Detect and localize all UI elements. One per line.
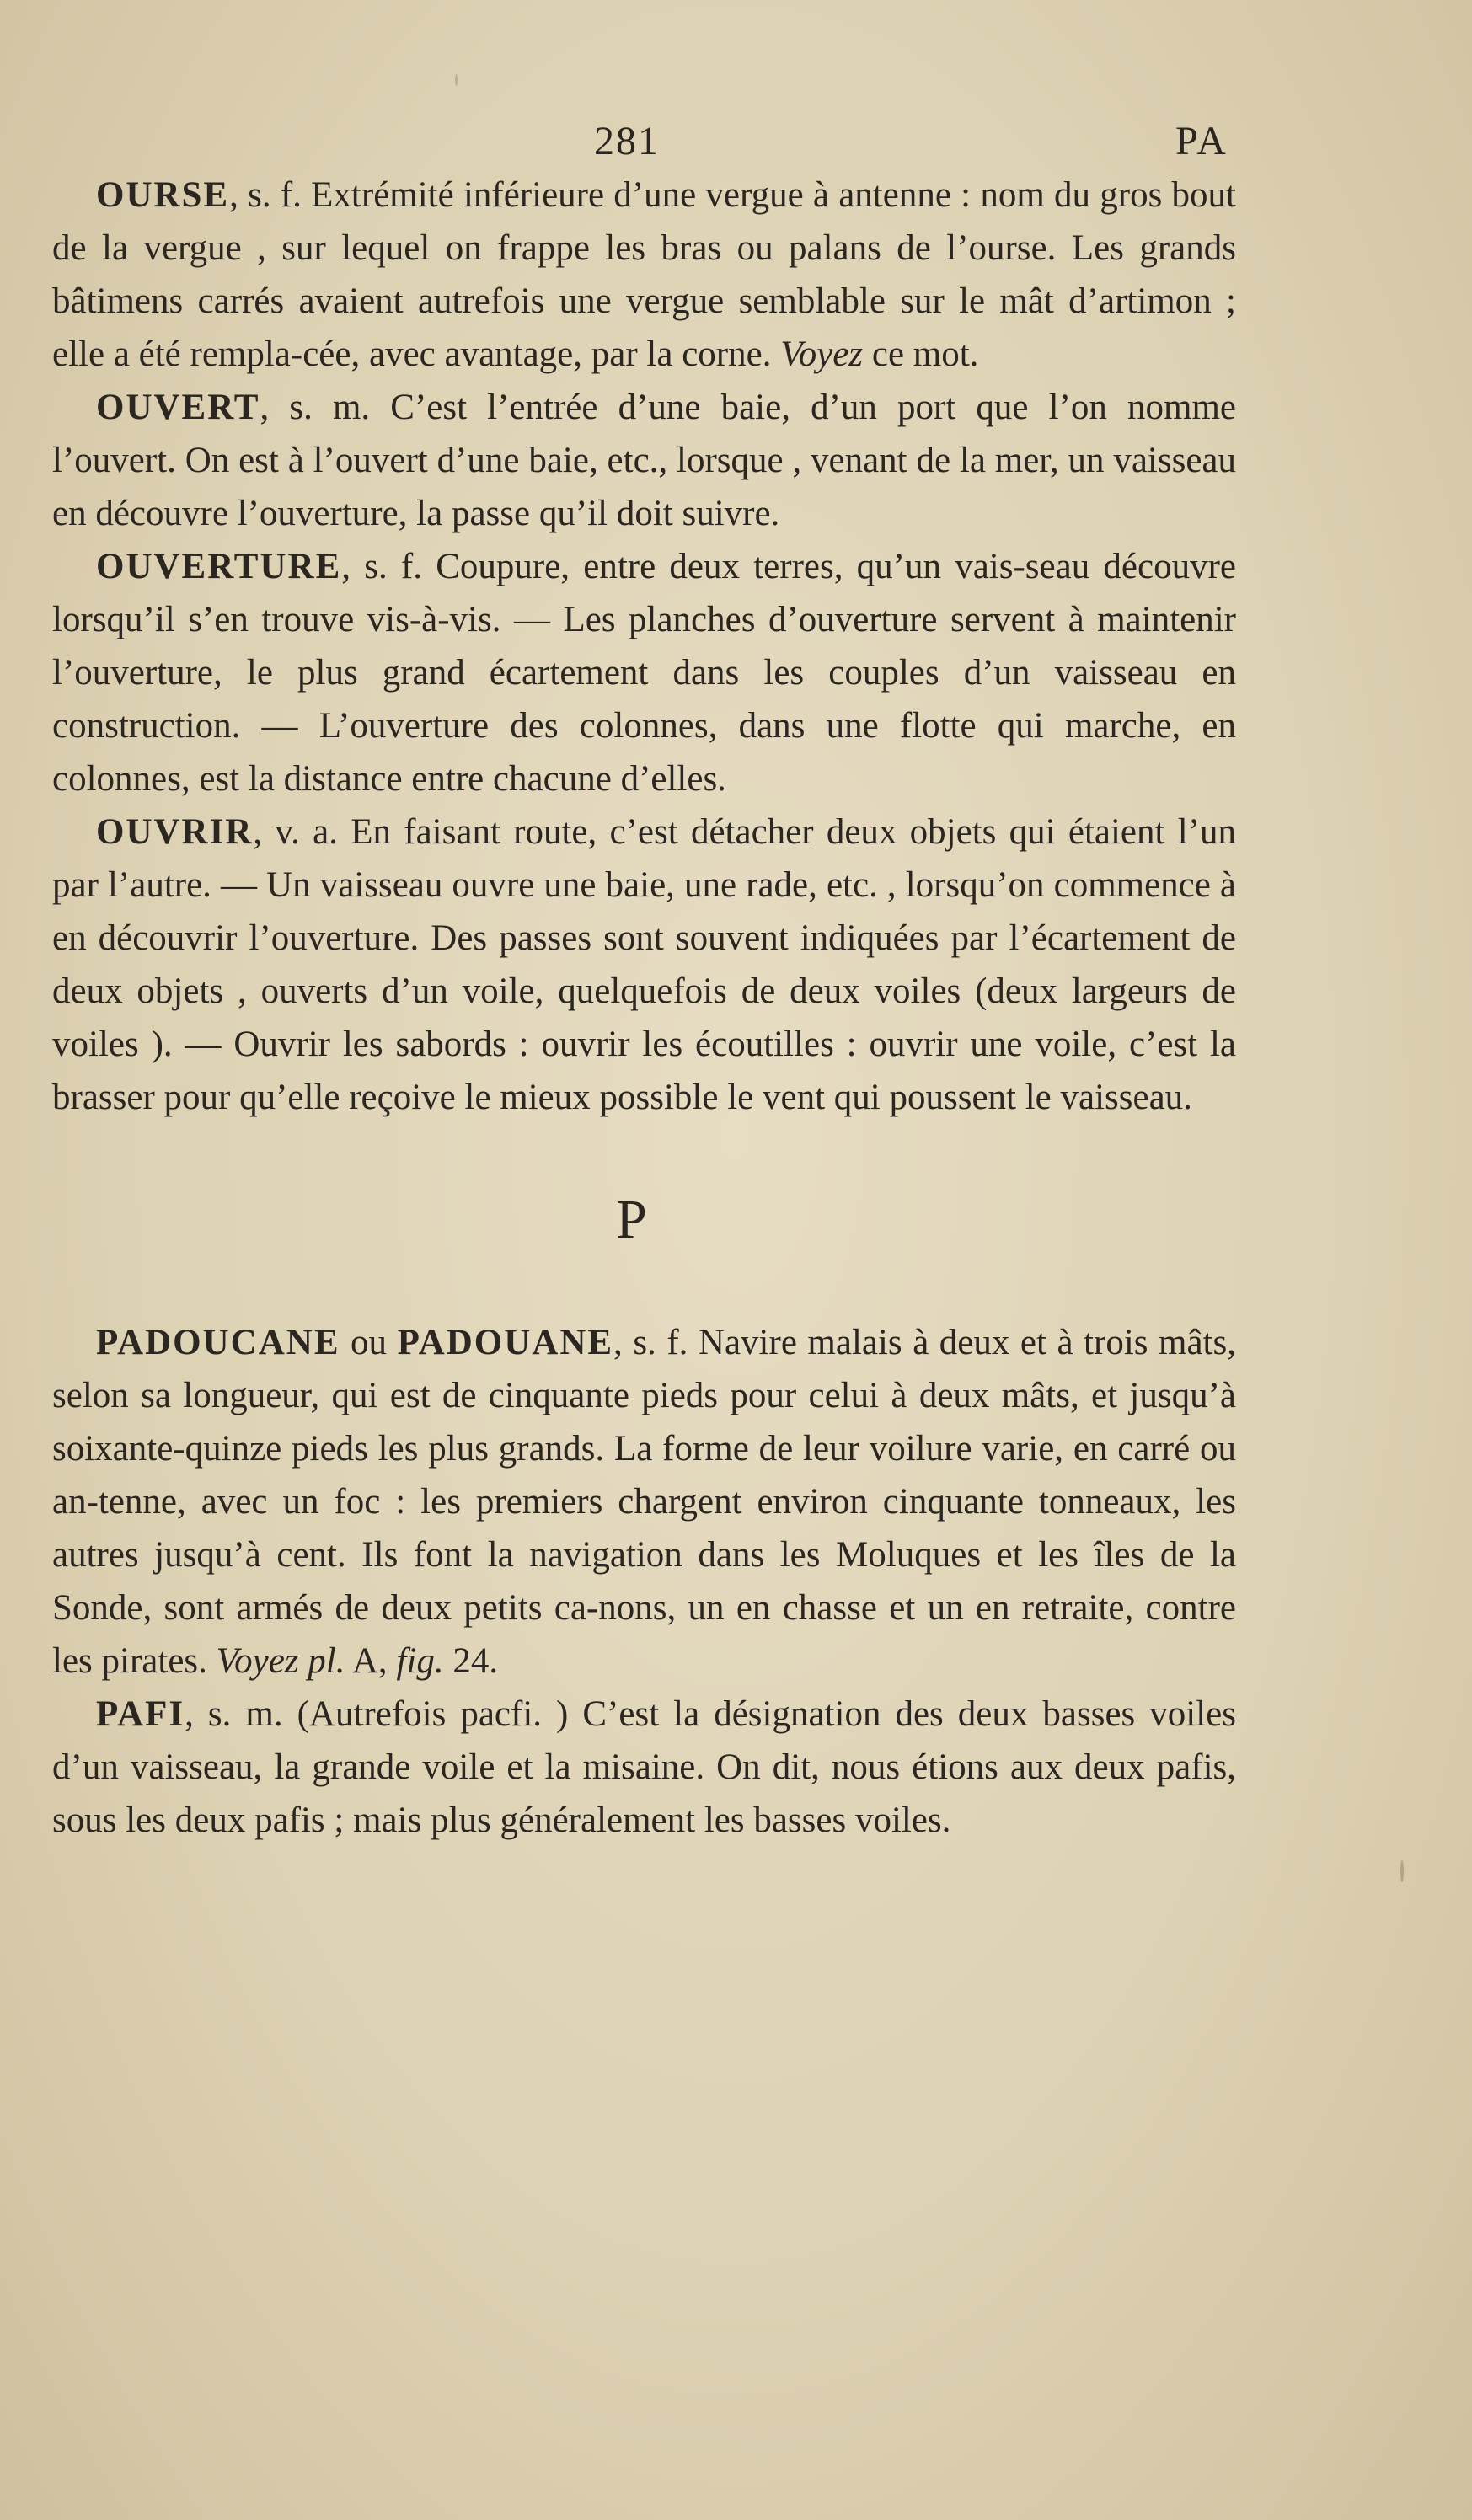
entry-headword: PADOUCANE bbox=[96, 1323, 340, 1362]
running-head: PA bbox=[1175, 119, 1228, 163]
entry-headword: OUVERTURE bbox=[96, 547, 342, 586]
entry-italic: Voyez bbox=[780, 334, 864, 374]
entry-tail: A, bbox=[345, 1641, 397, 1681]
entry-text: , s. m. C’est l’entrée d’une baie, d’un port que l’on nomme l’ouvert. On est à l’ouvert d’une baie, etc., lorsque , venant de la mer, un vaisseau en découvre l’ouverture, la passe qu’il doit suivre. bbox=[52, 388, 1236, 533]
page-number: 281 bbox=[594, 119, 660, 163]
entry-text: , s. f. Extrémité inférieure d’une vergue à antenne : nom du gros bout de la vergue , sur lequel on frappe les bras ou palans de l’ourse. Les grands bâtimens carrés avaient autrefois une vergue semblable sur le mât d’artimon ; elle a été rempla-cée, avec avantage, par la corne. bbox=[52, 175, 1236, 374]
paper-speck bbox=[1400, 1860, 1404, 1882]
entry-headword: OURSE bbox=[96, 175, 230, 215]
entry-text: , s. f. Navire malais à deux et à trois mâts, selon sa longueur, qui est de cinquante pieds pour celui à deux mâts, et jusqu’à soixante-quinze pieds les plus grands. La forme de leur voilure varie, en carré ou an-tenne, avec un foc : les premiers chargent environ cinquante tonneaux, les autres jusqu’à cent. Ils font la navigation dans les Moluques et les îles de la Sonde, sont armés de deux petits ca-nons, un en chasse et un en retraite, contre les pirates. bbox=[52, 1323, 1236, 1681]
entry-tail: ce mot. bbox=[863, 334, 979, 374]
entry-italic-fig: fig. bbox=[396, 1641, 444, 1681]
dictionary-entry-ouverture bbox=[52, 540, 1236, 805]
dictionary-text bbox=[52, 169, 1236, 1847]
entry-text: , s. f. Coupure, entre deux terres, qu’un vais-seau découvre lorsqu’il s’en trouve vis-à-vis. — Les planches d’ouverture servent à maintenir l’ouverture, le plus grand écartement dans les couples d’un vaisseau en construction. — L’ouverture des colonnes, dans une flotte qui marche, en colonnes, est la distance entre chacune d’elles. bbox=[52, 547, 1236, 799]
dictionary-entry-ouvert bbox=[52, 381, 1236, 540]
dictionary-entry-pafi bbox=[52, 1688, 1236, 1847]
entry-headword: OUVERT bbox=[96, 388, 260, 427]
entry-text-connector: ou bbox=[340, 1323, 398, 1362]
section-letter: P bbox=[616, 1189, 647, 1250]
entry-headword: OUVRIR bbox=[96, 812, 254, 852]
entry-text: , s. m. (Autrefois pacfi. ) C’est la désignation des deux basses voiles d’un vaisseau, la grande voile et la misaine. On dit, nous étions aux deux pafis, sous les deux pafis ; mais plus généralement les basses voiles. bbox=[52, 1694, 1236, 1840]
entry-tail-fig: 24. bbox=[443, 1641, 499, 1681]
paper-speck bbox=[455, 74, 458, 86]
dictionary-entry-ouvrir bbox=[52, 805, 1236, 1124]
dictionary-entry-padoucane bbox=[52, 1316, 1236, 1688]
entry-headword: PAFI bbox=[96, 1694, 185, 1734]
dictionary-entry-ourse bbox=[52, 169, 1236, 381]
entry-headword-alt: PADOUANE bbox=[397, 1323, 614, 1362]
entry-italic: Voyez pl. bbox=[216, 1641, 345, 1681]
entry-text: , v. a. En faisant route, c’est détacher deux objets qui étaient l’un par l’autre. — Un vaisseau ouvre une baie, une rade, etc. , lorsqu’on commence à en découvrir l’ouverture. Des passes sont souvent indiquées par l’écartement de deux objets , ouverts d’un voile, quelquefois de deux voiles (deux largeurs de voiles ). — Ouvrir les sabords : ouvrir les écoutilles : ouvrir une voile, c’est la brasser pour qu’elle reçoive le mieux possible le vent qui poussent le vaisseau. bbox=[52, 812, 1236, 1117]
